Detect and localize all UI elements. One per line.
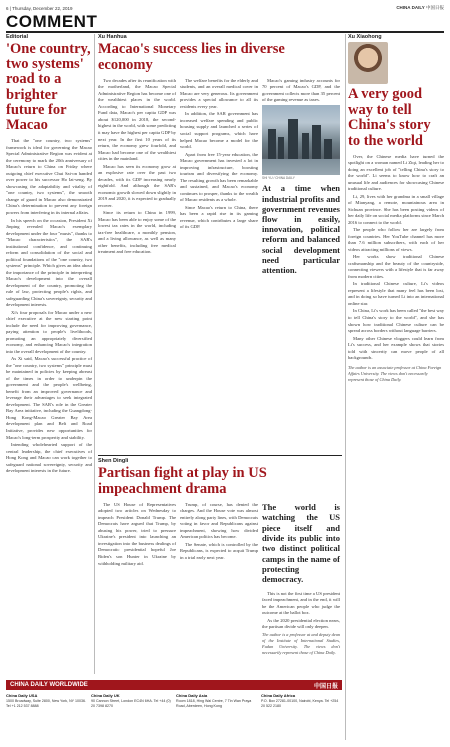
footer-contacts	[6, 680, 342, 710]
bottom-column-1	[98, 502, 176, 656]
macao-skyline-photo	[262, 105, 340, 175]
masthead-logo: CHINA DAILY 中国日报	[396, 5, 444, 10]
bottom-pull-quote: The world is watching the US piece itself and divide its public into two distinct political camps in the name of protecting democracy.	[262, 501, 340, 585]
footer-block-text: Room 1818, Hing Wai Centre, 7 Tin Wan Praya Road, Aberdeen, Hong Kong	[176, 699, 252, 709]
editorial-kicker: Editorial	[6, 34, 29, 40]
page-number-date: 6 | Thursday, December 22, 2019	[6, 5, 73, 11]
footer-block	[176, 693, 257, 710]
footer-block-text: P.O. Box 27281-00100, Nairobi, Kenya. Tel +254 20 522 2180	[261, 699, 339, 709]
bottom-author: Shen Dingli	[98, 458, 129, 464]
main-paragraph: Since Macao's return to China, there has been a rapid rise in its gaming revenue, which contributes a large share of its GDP.	[180, 204, 258, 230]
footer-block	[6, 693, 87, 710]
column-divider	[94, 34, 95, 674]
footer-block-title: China Daily USA	[6, 693, 38, 698]
editorial-title[interactable]: 'One country, two systems' road to a brighter future for Macao	[6, 41, 91, 134]
editorial-paragraph: Intending wholehearted support of the central leadership, the chief executives of Hong Kong and Macao can work together to safeguard national sovereignty, security and development interests in the future.	[6, 442, 92, 474]
author-portrait	[348, 42, 388, 84]
footer-bar-cn: 中国日报	[313, 683, 338, 690]
bottom-paragraph: Trump, of course, has denied the charges. And the House vote was almost entirely along party lines, with Democrats voting in favor and Republicans against impeachment, showing how divided American politics has become.	[180, 501, 258, 540]
right-author: Xu Xiaohong	[348, 34, 382, 40]
right-article-body	[348, 154, 444, 362]
main-paragraph: Macao has seen its economy grow at an explosive rate over the past two decades, with its GDP increasing nearly eightfold. And although the SAR's economic growth slowed down slightly in 2019 and 2020, it is expected to gradually recover.	[98, 163, 176, 208]
column-divider	[345, 34, 346, 740]
main-article-body	[98, 78, 342, 275]
footer-bar	[6, 680, 342, 690]
footer-block-title: China Daily Africa	[261, 693, 296, 698]
bottom-paragraph: This is not the first time a US president faced impeachment, and in the end, it will be the American people who judge the outcome at the ballot box.	[262, 590, 340, 616]
bottom-paragraph: The US House of Representatives adopted two articles on Wednesday to impeach President Donald Trump. The Democrats have argued that Trump, by abusing his power, tried to pressure Ukraine's president into launching an investigation into the business dealings of Democratic presidential hopeful Joe Biden's son Hunter in Ukraine by withholding military aid.	[98, 501, 176, 566]
section-rule	[6, 31, 444, 33]
main-author: Xu Hanhua	[98, 34, 127, 40]
section-title: COMMENT	[6, 12, 98, 31]
main-column-3	[262, 78, 340, 275]
photo-credit: SHI YU / CHINA DAILY	[262, 175, 295, 180]
main-article	[98, 34, 342, 275]
main-article-title[interactable]: Macao's success lies in diverse economy	[98, 41, 285, 73]
bottom-column-3	[262, 502, 340, 656]
footer-block-text: 90 Cannon Street, London EC4N 6HA. Tel +44 (0) 20 7398 8270	[91, 699, 171, 709]
right-paragraph: Her works show traditional Chinese craftsmanship and the beauty of the countryside, connecting viewers with a lifestyle that is far away from modern cities.	[348, 254, 444, 279]
right-paragraph: In China, Li's work has been called "the best way to tell China's story to the world", and she has shown how traditional Chinese culture can be spread across borders without language barriers.	[348, 308, 444, 334]
main-pull-quote: At a time when industrial profits and government revenues flow in easily, innovation, political reform and balanced social development need particular attention.	[262, 183, 340, 275]
right-paragraph: Many other Chinese vloggers could learn from Li's success, and her example shows that stories told with sincerity can move people of all backgrounds.	[348, 335, 444, 361]
editorial-paragraph: Xi's four proposals for Macao under a new chief executive at the new starting point include the need for improving governance, paying attention to people's livelihoods, promoting an appropriately diversified economy, and enhancing Macao's integration into the overall development of the country.	[6, 309, 92, 354]
bottom-paragraph: The Senate, which is controlled by the Republicans, is expected to acquit Trump in a trial early next year.	[180, 541, 258, 560]
main-column-1	[98, 78, 176, 275]
right-paragraph: Over, the Chinese media have turned the spotlight on a woman named Li Ziqi, leading her to doing an excellent job of "telling China's story to the world". Li seems to know how to craft an unusual life and audiences for showcasing Chinese traditional culture.	[348, 153, 444, 192]
main-paragraph: Macao's gaming industry accounts for 70 percent of Macao's GDP, and the government collects more than 35 percent of the gaming revenue as taxes.	[262, 77, 340, 103]
bottom-article	[98, 458, 342, 656]
main-paragraph: The welfare benefits for the elderly and students, and an overall medical cover in Macao are very generous. Its government provides a special allowance to all its residents every year.	[180, 77, 258, 109]
bottom-article-title[interactable]: Partisan fight at play in US impeachment drama	[98, 465, 267, 497]
bottom-column-2	[180, 502, 258, 656]
editorial-column	[6, 34, 92, 476]
footer-block-text: 1500 Broadway, Suite 2800, New York, NY 10036. Tel +1 212 537 8888	[6, 699, 86, 709]
footer-bar-title: CHINA DAILY WORLDWIDE	[10, 682, 88, 688]
bottom-author-bio: The author is a professor at and deputy dean of the Institute of International Studies, Fudan University. The views don't necessarily represent those of China Daily.	[262, 631, 340, 655]
editorial-paragraph: As Xi said, Macao's successful practice of the "one country, two systems" principle must be maintained in policies by keeping abreast of the times in order to underpin the government and the people's wellbeing, benefit from an improved governance and leverage their advantages to seek integrated development. The SAR's role in the Greater Bay Area initiative, including the Guangdong-Hong Kong-Macao Greater Bay Area development plan and Belt and Road Initiative, provides new opportunities for Macao's long-term prosperity and stability.	[6, 356, 92, 440]
right-paragraph: The people who follow her are largely from foreign countries. Her YouTube channel has more than 7.6 million subscribers, with each of her videos attracting millions of views.	[348, 227, 444, 252]
editorial-paragraph: That the "one country, two systems" framework is ideal for governing the Macao Special Administrative Region was evident at the ceremony to mark the 20th anniversary of Macao's return to China on Friday where outgoing chief executive Chui Sai-on handed over power to his successor Ho Iat-seng. By showcasing the adaptability and vitality of "one country, two systems", the smooth change of guard in Macao also demonstrated China's determination to prevent any foreign powers from interfering in its internal affairs.	[6, 138, 92, 215]
main-paragraph: Two decades after its reunification with the motherland, the Macao Special Administrative Region has become one of the wealthiest places in the world. According to International Monetary Fund data, Macao's per capita GDP was about $120,000 in 2018, the second-highest in the world, with some predicting it may have the highest per capita GDP by next year. In the first 10 years of its return, the economy grew fourfold, and Macao had become one of the wealthiest cities in the mainland.	[98, 77, 176, 162]
bottom-article-body	[98, 502, 342, 656]
footer-block	[91, 693, 172, 710]
bottom-paragraph: As the 2020 presidential election nears, the partisan divide will only deepen.	[262, 617, 340, 630]
masthead-strip	[6, 4, 444, 12]
main-paragraph: In addition, the SAR government has increased welfare spending and public housing supply and launched a series of social support programs, which have helped Macao become a model for the world.	[180, 111, 258, 150]
bottom-article-rule	[98, 455, 342, 456]
footer-block-title: China Daily UK	[91, 693, 120, 698]
main-paragraph: Apart from free 15-year education, the Macao government has invested a lot in improving infrastructure, boosting tourism and diversifying the economy. The resulting growth has been remarkable and sustained, and Macao's economy continues to prosper, thanks to the wealth of Macao residents as a whole.	[180, 151, 258, 203]
main-column-2	[180, 78, 258, 275]
right-article-title[interactable]: A very good way to tell China's story to the world	[348, 86, 431, 149]
editorial-body	[6, 138, 92, 474]
editorial-paragraph: In his speech on the occasion, President Xi Jinping revealed Macao's exemplary development under the four "musts", thanks to "Macao characteristics", the SAR's institutional confidence, and continuing reform and consolidation of the social and political foundations of the "one country, two systems" principle. Which gives an idea about the importance of the principle in interpreting Macao's development into the overall development of the country, promoting the rule of law, protecting people's rights, and safeguarding China's sovereignty, security and development interests.	[6, 217, 92, 308]
right-author-bio: The author is an associate professor at China Foreign Affairs University. The views don't necessarily represent those of China Daily.	[348, 364, 442, 382]
right-article	[348, 34, 444, 383]
footer-block-title: China Daily Asia	[176, 693, 208, 698]
footer-block	[261, 693, 342, 710]
main-paragraph: Since its return to China in 1999, Macao has been able to enjoy some of the lowest tax rates in the world, including tax-free healthcare, a monthly pension, and a living allowance, as well as many other benefits, including free medical treatment and free education.	[98, 210, 176, 255]
footer-grid	[6, 690, 342, 710]
right-paragraph: In traditional Chinese culture, Li's videos represent a lifestyle that many feel has been lost, and in doing so have turned Li into an international online star.	[348, 281, 444, 306]
right-paragraph: Li, 29, lives with her grandma in a small village of Mianyang, a remote, mountainous area in Sichuan province. She has been posting videos of her daily life on social media platforms since March 2016 to connect to the world.	[348, 193, 444, 225]
